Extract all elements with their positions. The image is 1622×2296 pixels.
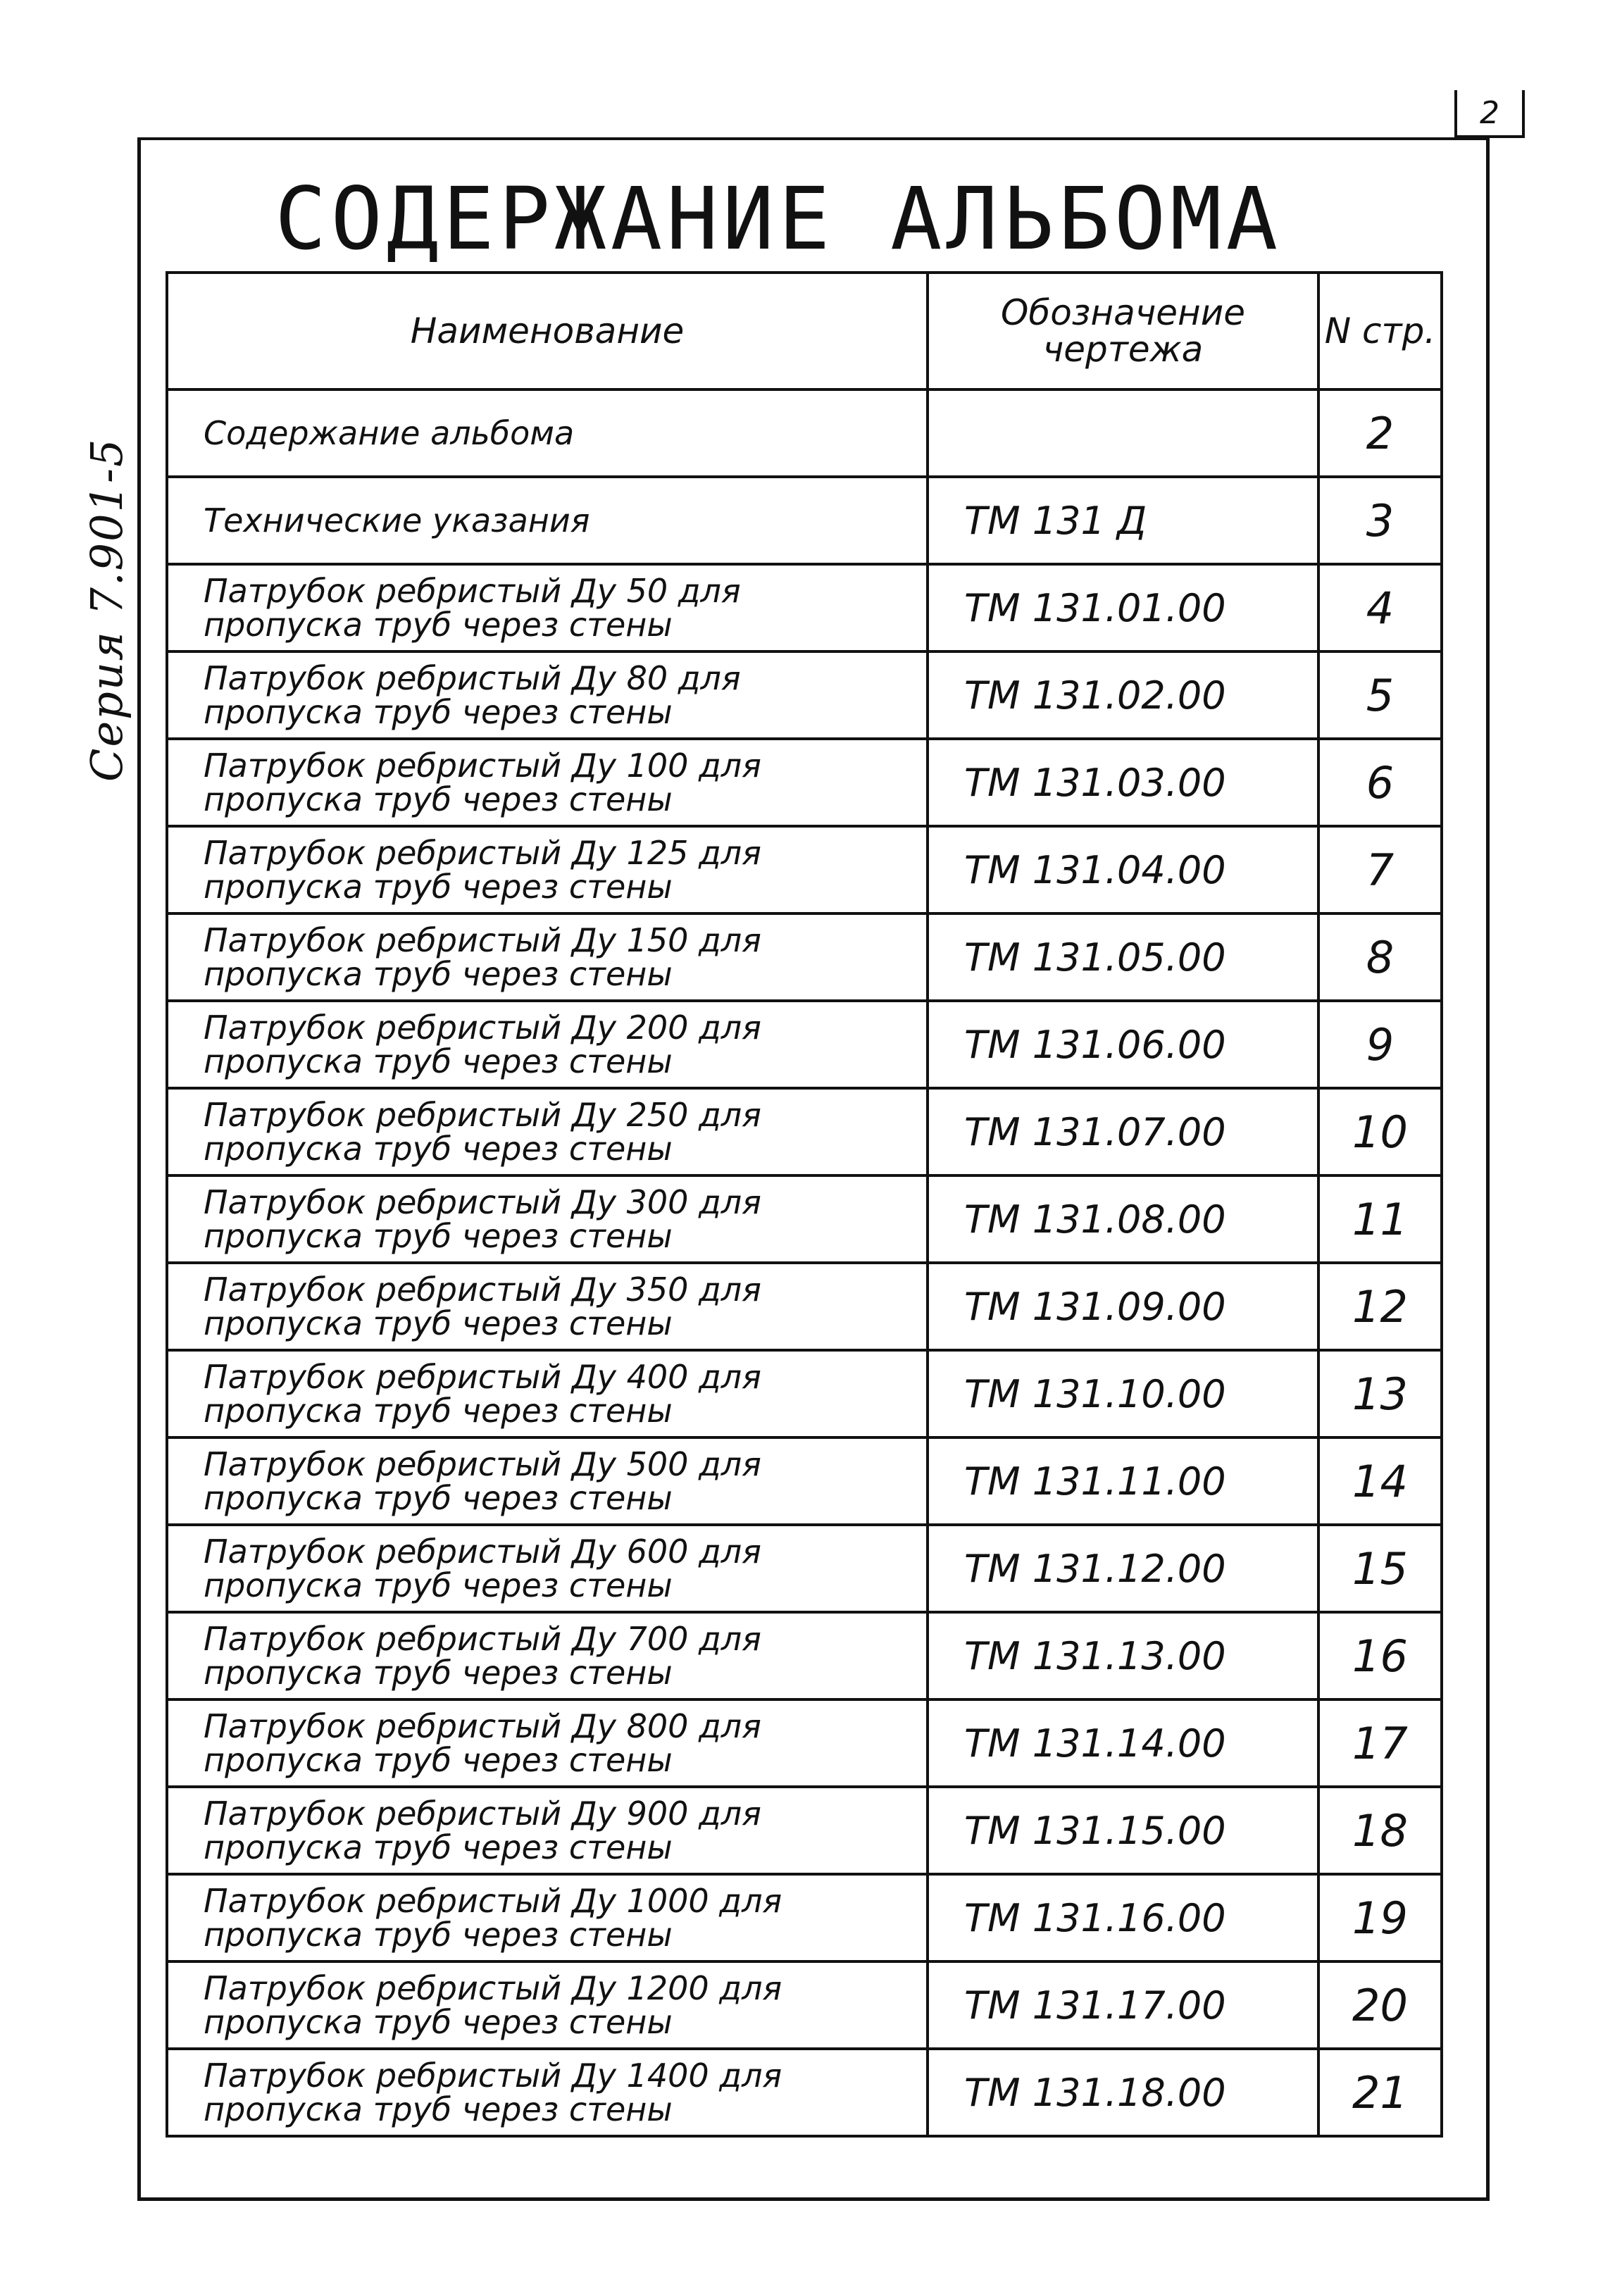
row-name-line-2: пропуска труб через стены (204, 780, 673, 818)
table-header-row (167, 273, 1442, 389)
row-name-line-1: Патрубок ребристый Ду 150 для (204, 921, 761, 959)
row-name-line-2: пропуска труб через стены (204, 955, 673, 993)
row-name (167, 1088, 928, 1175)
row-designation: ТМ 131.14.00 (928, 1699, 1318, 1787)
row-page-number: 9 (1318, 1001, 1442, 1088)
table-row (167, 739, 1442, 826)
row-name-line-1: Патрубок ребристый Ду 50 для (204, 571, 741, 610)
table-row (167, 1525, 1442, 1612)
row-designation: ТМ 131.06.00 (928, 1001, 1318, 1088)
table-row (167, 651, 1442, 739)
row-name-line-2: пропуска труб через стены (204, 1392, 673, 1430)
row-page-number: 6 (1318, 739, 1442, 826)
row-page-number: 15 (1318, 1525, 1442, 1612)
row-name (167, 1263, 928, 1350)
series-label: Серия 7.901-5 (81, 437, 132, 782)
row-name (167, 2049, 928, 2136)
row-name-line-2: пропуска труб через стены (204, 1654, 673, 1692)
row-name (167, 1350, 928, 1437)
row-name-line-2: пропуска труб через стены (204, 1828, 673, 1866)
row-name-line-2: пропуска труб через стены (204, 868, 673, 906)
page-number: 2 (1454, 90, 1525, 138)
row-name-line-1: Патрубок ребристый Ду 700 для (204, 1619, 761, 1658)
row-name (167, 913, 928, 1001)
row-page-number: 18 (1318, 1787, 1442, 1874)
row-page-number: 14 (1318, 1437, 1442, 1525)
row-designation: ТМ 131.16.00 (928, 1874, 1318, 1961)
row-page-number: 11 (1318, 1175, 1442, 1263)
row-name-line-2: пропуска труб через стены (204, 693, 673, 731)
row-designation: ТМ 131.18.00 (928, 2049, 1318, 2136)
row-name-line-2: пропуска труб через стены (204, 2003, 673, 2041)
row-name-line-1: Патрубок ребристый Ду 125 для (204, 833, 761, 872)
row-designation: ТМ 131.11.00 (928, 1437, 1318, 1525)
row-name (167, 1961, 928, 2049)
row-page-number: 17 (1318, 1699, 1442, 1787)
row-name (167, 1612, 928, 1699)
row-name-line-2: пропуска труб через стены (204, 1130, 673, 1168)
row-name (167, 1699, 928, 1787)
row-page-number: 4 (1318, 564, 1442, 651)
row-name-line-2: пропуска труб через стены (204, 1479, 673, 1517)
row-name-line-1: Патрубок ребристый Ду 350 для (204, 1270, 761, 1309)
row-name-line-1: Содержание альбома (204, 413, 575, 452)
row-page-number: 21 (1318, 2049, 1442, 2136)
header-name: Наименование (167, 273, 928, 389)
header-designation: Обозначение чертежа (928, 273, 1318, 389)
row-page-number: 20 (1318, 1961, 1442, 2049)
row-name-line-2: пропуска труб через стены (204, 1304, 673, 1342)
table-row (167, 1612, 1442, 1699)
row-name (167, 389, 928, 477)
row-name-line-1: Патрубок ребристый Ду 1200 для (204, 1969, 782, 2007)
row-name-line-1: Патрубок ребристый Ду 600 для (204, 1532, 761, 1571)
row-name-line-1: Патрубок ребристый Ду 100 для (204, 746, 761, 785)
row-name-line-1: Патрубок ребристый Ду 500 для (204, 1445, 761, 1483)
row-name (167, 564, 928, 651)
row-name-line-1: Патрубок ребристый Ду 800 для (204, 1707, 761, 1745)
row-designation: ТМ 131.08.00 (928, 1175, 1318, 1263)
row-designation: ТМ 131.07.00 (928, 1088, 1318, 1175)
table-row (167, 1350, 1442, 1437)
row-name-line-2: пропуска труб через стены (204, 2090, 673, 2128)
row-name-line-2: пропуска труб через стены (204, 1217, 673, 1255)
row-page-number: 8 (1318, 913, 1442, 1001)
row-name-line-1: Патрубок ребристый Ду 1400 для (204, 2056, 782, 2095)
row-designation: ТМ 131.17.00 (928, 1961, 1318, 2049)
row-name (167, 1437, 928, 1525)
row-name-line-1: Технические указания (204, 501, 590, 539)
row-page-number: 3 (1318, 477, 1442, 564)
table-row (167, 1787, 1442, 1874)
row-page-number: 2 (1318, 389, 1442, 477)
row-page-number: 5 (1318, 651, 1442, 739)
row-designation: ТМ 131.01.00 (928, 564, 1318, 651)
row-name-line-2: пропуска труб через стены (204, 1916, 673, 1954)
row-name (167, 477, 928, 564)
table-row (167, 826, 1442, 913)
table-row (167, 477, 1442, 564)
table-row (167, 564, 1442, 651)
row-name (167, 1874, 928, 1961)
table-row (167, 2049, 1442, 2136)
row-name (167, 739, 928, 826)
row-page-number: 19 (1318, 1874, 1442, 1961)
row-name-line-1: Патрубок ребристый Ду 1000 для (204, 1881, 782, 1920)
row-designation: ТМ 131.10.00 (928, 1350, 1318, 1437)
row-designation: ТМ 131.02.00 (928, 651, 1318, 739)
table-row (167, 1088, 1442, 1175)
row-name (167, 826, 928, 913)
row-name-line-1: Патрубок ребристый Ду 400 для (204, 1357, 761, 1396)
row-page-number: 13 (1318, 1350, 1442, 1437)
row-name (167, 1001, 928, 1088)
row-name-line-1: Патрубок ребристый Ду 250 для (204, 1095, 761, 1134)
table-row (167, 1437, 1442, 1525)
row-designation: ТМ 131.05.00 (928, 913, 1318, 1001)
row-name (167, 1787, 928, 1874)
table-row (167, 1001, 1442, 1088)
row-name-line-1: Патрубок ребристый Ду 900 для (204, 1794, 761, 1833)
row-name (167, 1525, 928, 1612)
row-name-line-1: Патрубок ребристый Ду 80 для (204, 659, 741, 697)
table-row (167, 1699, 1442, 1787)
row-designation: ТМ 131.15.00 (928, 1787, 1318, 1874)
table-row (167, 389, 1442, 477)
row-designation: ТМ 131.12.00 (928, 1525, 1318, 1612)
table-row (167, 1175, 1442, 1263)
row-designation: ТМ 131 Д (928, 477, 1318, 564)
row-name (167, 1175, 928, 1263)
row-designation: ТМ 131.04.00 (928, 826, 1318, 913)
row-name-line-2: пропуска труб через стены (204, 1566, 673, 1604)
row-name-line-1: Патрубок ребристый Ду 300 для (204, 1183, 761, 1221)
table-row (167, 1961, 1442, 2049)
row-page-number: 16 (1318, 1612, 1442, 1699)
row-page-number: 10 (1318, 1088, 1442, 1175)
row-name-line-2: пропуска труб через стены (204, 606, 673, 644)
row-designation: ТМ 131.09.00 (928, 1263, 1318, 1350)
row-page-number: 7 (1318, 826, 1442, 913)
row-name (167, 651, 928, 739)
row-name-line-2: пропуска труб через стены (204, 1741, 673, 1779)
table-row (167, 1874, 1442, 1961)
header-page: N стр. (1318, 273, 1442, 389)
row-name-line-1: Патрубок ребристый Ду 200 для (204, 1008, 761, 1047)
row-name-line-2: пропуска труб через стены (204, 1042, 673, 1080)
row-page-number: 12 (1318, 1263, 1442, 1350)
table-row (167, 913, 1442, 1001)
row-designation (928, 389, 1318, 477)
album-title: СОДЕРЖАНИЕ АЛЬБОМА (275, 169, 1283, 269)
contents-table (166, 271, 1443, 2138)
row-designation: ТМ 131.03.00 (928, 739, 1318, 826)
table-row (167, 1263, 1442, 1350)
row-designation: ТМ 131.13.00 (928, 1612, 1318, 1699)
